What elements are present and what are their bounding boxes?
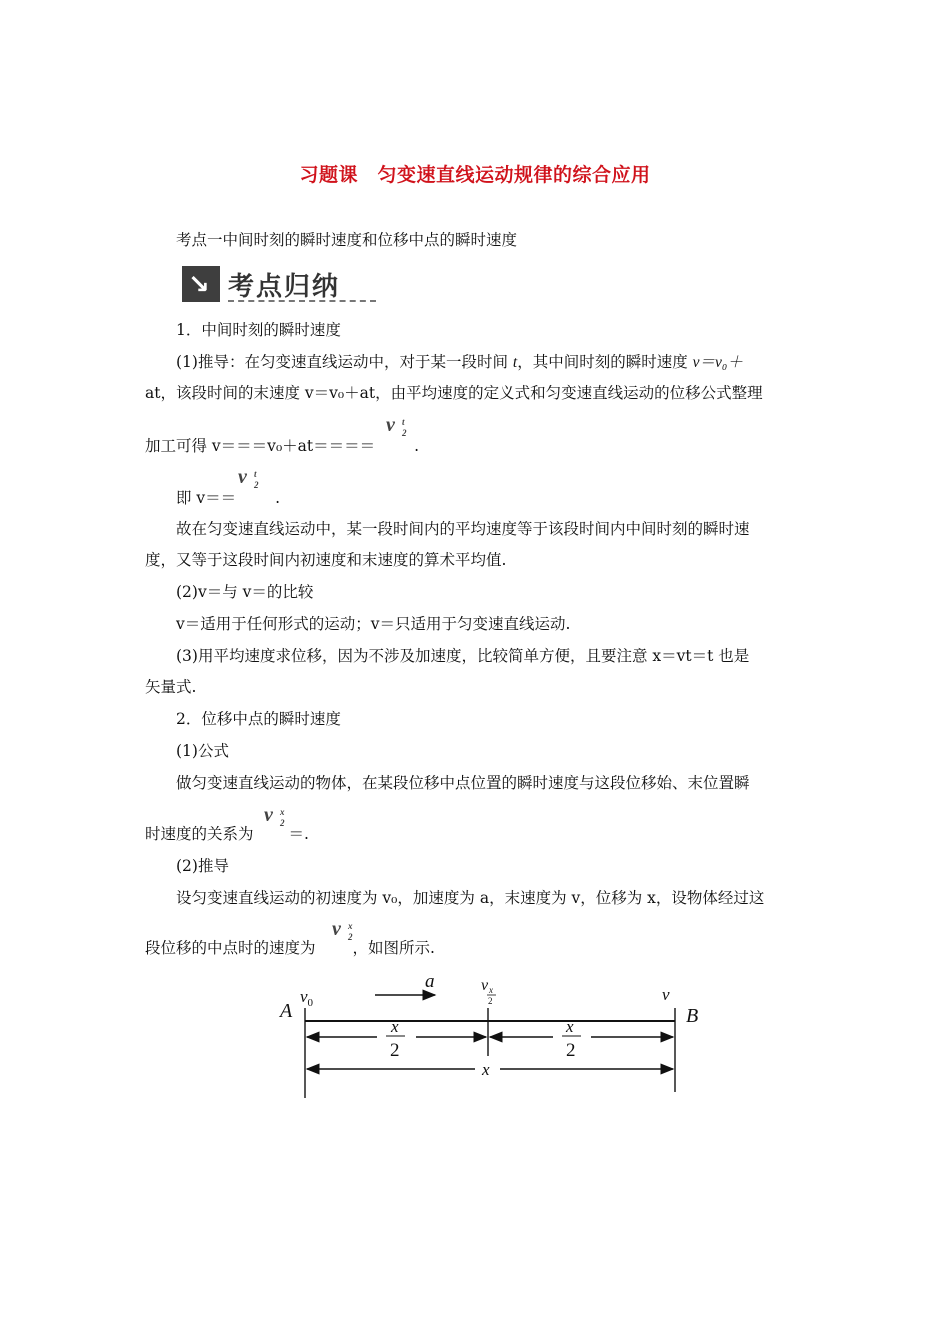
paragraph-2: at，该段时间的末速度 v＝v₀＋at，由平均速度的定义式和匀变速直线运动的位移公式整理 bbox=[145, 384, 763, 402]
paragraph-8: v＝适用于任何形式的运动；v＝只适用于匀变速直线运动. bbox=[176, 615, 571, 633]
v-half-t-symbol bbox=[238, 466, 259, 490]
badge-underline bbox=[228, 300, 376, 302]
frac-den: 2 bbox=[254, 480, 259, 490]
paragraph-7: (2)v＝与 v＝的比较 bbox=[176, 583, 314, 601]
text: ＝. bbox=[288, 825, 309, 843]
paragraph-15: 设匀变速直线运动的初速度为 v₀，加速度为 a，末速度为 v，位移为 x，设物体经过这 bbox=[176, 889, 765, 907]
paragraph-3 bbox=[145, 436, 419, 456]
v-half-x-symbol bbox=[264, 804, 285, 828]
v0-label bbox=[300, 987, 314, 1009]
arrow-icon: ↘ bbox=[188, 270, 210, 300]
half-x-den-right: 2 bbox=[566, 1040, 576, 1061]
badge-box bbox=[182, 266, 220, 302]
text: . bbox=[275, 489, 281, 507]
v0-sub: 0 bbox=[307, 997, 314, 1009]
paragraph-12: 做匀变速直线运动的物体，在某段位移中点位置的瞬时速度与这段位移始、末位置瞬 bbox=[176, 774, 750, 792]
v-symbol: v bbox=[386, 414, 395, 436]
frac-num: t bbox=[254, 469, 257, 479]
paragraph-5: 故在匀变速直线运动中，某一段时间内的平均速度等于该段时间内中间时刻的瞬时速 bbox=[176, 520, 750, 538]
frac-den: 2 bbox=[348, 932, 353, 942]
heading-2: 2．位移中点的瞬时速度 bbox=[176, 710, 341, 728]
total-x-label: x bbox=[482, 1060, 490, 1079]
frac-den: 2 bbox=[402, 428, 407, 438]
acceleration-label: a bbox=[425, 971, 435, 992]
text: 即 v＝＝ bbox=[176, 489, 237, 507]
text: ，如图所示. bbox=[352, 939, 435, 957]
v-half-x-symbol bbox=[332, 918, 353, 942]
half-x-den-left: 2 bbox=[390, 1040, 400, 1061]
frac-num: t bbox=[402, 417, 405, 427]
paragraph-1 bbox=[176, 352, 743, 373]
frac-den: 2 bbox=[280, 818, 285, 828]
paragraph-11: (1)公式 bbox=[176, 742, 229, 760]
paragraph-9: (3)用平均速度求位移，因为不涉及加速度，比较简单方便，且要注意 x＝vt＝t 也是 bbox=[176, 647, 750, 665]
paragraph-6: 度，又等于这段时间内初速度和末速度的算术平均值. bbox=[145, 551, 507, 569]
frac-num: x bbox=[348, 921, 353, 931]
motion-diagram bbox=[270, 970, 710, 1105]
half-x-num-right: x bbox=[566, 1017, 574, 1036]
badge-label: 考点归纳 bbox=[228, 272, 341, 302]
point-a-label: A bbox=[280, 1000, 293, 1022]
var-t: t bbox=[512, 354, 518, 371]
v-symbol: v bbox=[264, 804, 273, 826]
text: 时速度的关系为 bbox=[145, 825, 254, 843]
text: ，其中间时刻的瞬时速度 bbox=[517, 353, 688, 371]
v-symbol: v bbox=[332, 918, 341, 940]
text: . bbox=[414, 437, 419, 455]
half-x-num-left: x bbox=[391, 1017, 399, 1036]
paragraph-10: 矢量式. bbox=[145, 678, 197, 696]
frac-num: x bbox=[280, 807, 285, 817]
paragraph-16 bbox=[145, 938, 435, 958]
text: 加工可得 v＝＝＝v₀＋at＝＝＝＝ bbox=[145, 437, 376, 455]
point-b-label: B bbox=[686, 1005, 699, 1027]
formula: v＝v₀＋ bbox=[692, 354, 743, 371]
heading-1: 1．中间时刻的瞬时速度 bbox=[176, 321, 341, 339]
v-end-label: v bbox=[662, 985, 670, 1004]
v0-v: v bbox=[300, 987, 308, 1006]
v-symbol: v bbox=[238, 466, 247, 488]
v-half-t-symbol bbox=[386, 414, 407, 438]
section-heading: 考点一中间时刻的瞬时速度和位移中点的瞬时速度 bbox=[176, 231, 518, 249]
key-points-badge bbox=[182, 264, 377, 304]
vmid-label: v bbox=[481, 977, 489, 994]
page-title: 习题课 匀变速直线运动规律的综合应用 bbox=[299, 164, 651, 186]
vmid-num: x bbox=[489, 985, 493, 995]
text: (1)推导：在匀变速直线运动中，对于某一段时间 bbox=[176, 353, 508, 371]
text: 段位移的中点时的速度为 bbox=[145, 939, 316, 957]
vmid-den: 2 bbox=[488, 996, 493, 1006]
paragraph-4 bbox=[176, 488, 280, 508]
paragraph-14: (2)推导 bbox=[176, 857, 229, 875]
